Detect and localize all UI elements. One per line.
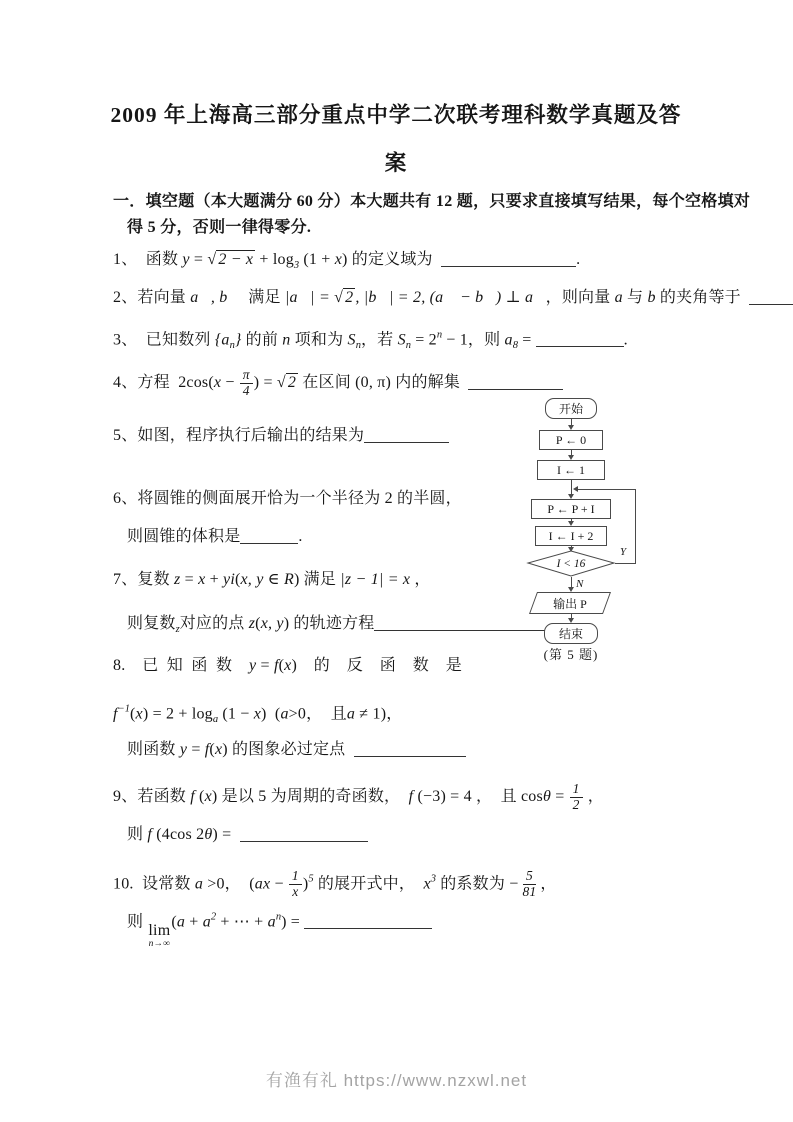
question-9-line-1 [113, 782, 604, 813]
text-fragment: ( [234, 571, 241, 588]
math-fragment: x [423, 875, 431, 893]
text-fragment: (1 − [218, 705, 254, 723]
math-subscript: z [175, 624, 180, 636]
text-fragment: ∈ [263, 571, 284, 588]
math-fragment: f [204, 741, 210, 758]
text-fragment: ，则向量 [545, 289, 615, 306]
text-fragment: + [205, 571, 224, 588]
text-fragment: = [551, 788, 569, 806]
math-fragment: x [135, 705, 143, 723]
text-fragment: 8. 已 知 函 数 [113, 657, 250, 674]
math-superscript: 3 [430, 874, 437, 885]
math-fragment: {a [214, 331, 230, 349]
flowchart-assign-p0-node: P ← 0 [539, 430, 603, 450]
flow-connector [571, 480, 572, 494]
text-fragment: ) = [281, 913, 305, 931]
text-fragment: ( [130, 705, 136, 723]
math-fragment: n [282, 331, 291, 349]
answer-blank [240, 839, 368, 842]
math-fragment: a⃗, b⃗ [190, 289, 240, 306]
math-fragment: S [397, 331, 406, 349]
math-fragment: S [347, 331, 356, 349]
math-fraction: $\frac{1}{2}$ [570, 782, 583, 813]
text-fragment: 则复数 [127, 615, 176, 632]
text-fragment: (−3) = 4 ， 且 cos [413, 788, 543, 806]
text-fragment: ) 是以 5 为周期的奇函数， [211, 788, 409, 806]
text-fragment: = [189, 251, 208, 268]
text-fragment: ( [209, 741, 215, 758]
math-fragment: ax [254, 875, 271, 893]
math-fragment: |a⃗| = [284, 289, 335, 306]
math-fragment: f [190, 788, 195, 806]
math-fragment: x [284, 657, 292, 674]
text-fragment: ， [540, 875, 557, 893]
math-fragment: x, y [240, 571, 264, 588]
text-fragment: ) 的轨迹方程 [283, 615, 375, 632]
flowchart-assign-ii2-node: I ← I + 2 [535, 526, 607, 546]
answer-blank [749, 302, 793, 305]
text-fragment: 3、 已知数列 [113, 331, 215, 349]
math-fragment: x [214, 741, 223, 758]
math-fragment: y [182, 251, 190, 268]
text-fragment: ， [583, 788, 604, 806]
question-1 [113, 248, 580, 278]
question-6-line-2 [127, 525, 303, 549]
math-subscript: n [355, 340, 361, 352]
text-fragment: ) = [212, 826, 240, 843]
math-sqrt: √ 2 − x [207, 251, 254, 268]
text-fragment: + [185, 913, 203, 931]
text-fragment: ( [255, 615, 261, 632]
text-fragment: ) [302, 875, 309, 893]
question-8-line-3 [127, 738, 466, 762]
text-fragment: − [221, 374, 239, 392]
answer-blank [536, 344, 624, 347]
flow-loop-connector [635, 489, 636, 563]
text-fragment: 在区间 (0, π) 内的解集 [298, 374, 469, 392]
text-fragment: 则 [127, 826, 148, 843]
text-fragment: − 1，则 [442, 331, 505, 349]
text-fragment: ) = 2 + log [142, 705, 213, 723]
question-9-line-2 [127, 823, 368, 847]
text-fragment: (4cos 2 [152, 826, 205, 843]
math-fragment: a [346, 705, 356, 723]
math-fragment: z [174, 571, 181, 588]
answer-blank [364, 440, 449, 443]
text-fragment: ( [278, 657, 285, 674]
text-fragment: 满足 [239, 289, 285, 306]
text-fragment: 7、复数 [113, 571, 175, 588]
text-fragment: 4、方程 2cos( [113, 374, 214, 392]
math-fragment: z [248, 615, 256, 632]
math-fragment: f [273, 657, 279, 674]
text-fragment: >0， 且 [288, 705, 347, 723]
flow-connector [571, 577, 572, 587]
text-fragment: ) 的 反 函 数 是 [291, 657, 462, 674]
math-fragment: a [504, 331, 513, 349]
text-fragment: ) 的图象必过定点 [222, 741, 354, 758]
text-fragment: = [518, 331, 536, 349]
math-fragment: yi [223, 571, 235, 588]
answer-blank [240, 541, 298, 544]
section-header-line-2: 得 5 分，否则一律得零分. [127, 219, 312, 236]
math-fragment: x [334, 251, 343, 268]
math-fraction: $\frac{1}{x}$ [289, 869, 302, 900]
math-fragment: a [176, 913, 186, 931]
answer-blank [354, 754, 466, 757]
page-title-line-2: 案 [384, 151, 408, 175]
text-fragment: ) 满足 [293, 571, 341, 588]
math-fragment: |z − 1| = x [340, 571, 411, 588]
text-fragment: 与 [622, 289, 648, 306]
math-fragment: θ [204, 826, 213, 843]
flowchart-assign-ppi-node: P ← P + I [531, 499, 611, 519]
section-header-line-1: 一．填空题（本大题满分 60 分）本大题共有 12 题，只要求直接填写结果，每个空格填对 [113, 193, 751, 210]
math-sqrt: √ 2 [334, 289, 354, 306]
text-fragment: + ⋯ + [216, 913, 268, 931]
question-7-line-1 [113, 568, 431, 592]
flowchart-end-node: 结束 [544, 623, 598, 644]
answer-blank [468, 387, 563, 390]
text-fragment: ，若 [360, 331, 398, 349]
text-fragment: . [623, 331, 628, 349]
question-8-line-2 [113, 698, 402, 733]
text-fragment: 10. 设常数 [113, 875, 195, 893]
math-fragment: y [179, 741, 188, 758]
flow-loop-connector [578, 489, 635, 490]
math-fragment: x, y [260, 615, 284, 632]
math-fragment: b [647, 289, 656, 306]
answer-blank [304, 926, 432, 929]
math-subscript: n [405, 340, 412, 352]
question-5 [113, 424, 449, 448]
math-subscript: 8 [512, 340, 518, 352]
math-superscript: 2 [210, 912, 217, 923]
math-fragment: x [198, 571, 206, 588]
question-7-line-2 [127, 612, 552, 642]
text-fragment: + log [255, 251, 294, 268]
math-limit: lim n→∞ [148, 922, 171, 950]
math-superscript: −1 [117, 704, 130, 715]
question-10-line-2 [127, 906, 432, 950]
math-fragment: a [614, 289, 623, 306]
math-fragment: x [253, 705, 261, 723]
text-fragment: 6、将圆锥的侧面展开恰为一个半径为 2 的半圆， [113, 490, 462, 507]
flowchart-q5 [501, 394, 671, 666]
math-fragment: x [204, 788, 212, 806]
math-superscript: 5 [308, 874, 314, 885]
flow-loop-connector [615, 563, 636, 564]
math-fragment: x [213, 374, 222, 392]
flowchart-assign-i1-node: I ← 1 [537, 460, 605, 480]
math-fraction: $\frac{\pi}{4}$ [240, 368, 253, 399]
text-fragment: 1、 函数 [113, 251, 183, 268]
text-fragment: . [576, 251, 581, 268]
text-fragment: 则函数 [127, 741, 180, 758]
flowchart-caption: (第 5 题) [543, 647, 599, 662]
flowchart-yes-label: Y [620, 546, 627, 558]
text-fragment: 对应的点 [179, 615, 249, 632]
question-3 [113, 324, 628, 359]
text-fragment: ， [410, 571, 431, 588]
math-sqrt: √ 2 [276, 374, 297, 392]
text-fragment: = [256, 657, 274, 674]
text-fragment: 9、若函数 [113, 788, 191, 806]
math-superscript: n [436, 330, 443, 341]
math-fragment: f [408, 788, 414, 806]
question-4 [113, 368, 563, 399]
text-fragment: ≠ 1)， [355, 705, 403, 723]
text-fragment: 的夹角等于 [655, 289, 750, 306]
text-fragment: 5、如图，程序执行后输出的结果为 [113, 427, 365, 444]
math-fragment: } [234, 331, 242, 349]
math-fragment: , |b⃗| = 2, (a⃗ − b⃗) ⊥ a⃗ [355, 289, 546, 306]
text-fragment: ( [171, 913, 177, 931]
page-title-line-1: 2009 年上海高三部分重点中学二次联考理科数学真题及答 [110, 103, 682, 127]
text-fragment: 的前 [241, 331, 283, 349]
question-8-line-1 [113, 654, 462, 678]
text-fragment: >0， ( [203, 875, 255, 893]
text-fragment: 则 [127, 913, 148, 931]
text-fragment: ) 的定义域为 [342, 251, 442, 268]
question-2 [113, 286, 793, 310]
math-fragment: a [280, 705, 289, 723]
flowchart-no-label: N [576, 578, 584, 590]
text-fragment: . [298, 528, 303, 545]
text-fragment: 项和为 [290, 331, 348, 349]
flowchart-start-node: 开始 [545, 398, 597, 419]
text-fragment: − [270, 875, 288, 893]
flowchart-decision-label: I < 16 [556, 557, 586, 570]
math-fraction: $\frac{5}{81}$ [522, 868, 537, 900]
text-fragment: (1 + [299, 251, 335, 268]
flowchart-output-label: 输出 P [553, 596, 587, 611]
text-fragment: 的系数为 − [436, 875, 519, 893]
math-fragment: f [113, 705, 118, 723]
text-fragment: 2、若向量 [113, 289, 191, 306]
math-subscript: a [212, 714, 219, 726]
math-fragment: y [249, 657, 257, 674]
text-fragment: 则圆锥的体积是 [127, 528, 241, 545]
answer-blank [441, 264, 576, 267]
question-10-line-1 [113, 868, 557, 900]
text-fragment: = 2 [411, 331, 437, 349]
math-fragment: a [267, 913, 276, 931]
math-fragment: f [147, 826, 153, 843]
math-subscript: 3 [293, 260, 300, 272]
text-fragment: ) = [253, 374, 277, 392]
text-fragment: = [187, 741, 205, 758]
text-fragment: ( [194, 788, 205, 806]
math-subscript: n [229, 340, 235, 352]
math-fragment: θ [542, 788, 551, 806]
math-fragment: a [194, 875, 204, 893]
math-fragment: a [202, 913, 211, 931]
question-6-line-1 [113, 487, 462, 511]
text-fragment: 的展开式中， [313, 875, 424, 893]
text-fragment: = [180, 571, 199, 588]
math-fragment: R [283, 571, 294, 588]
text-fragment: ) ( [261, 705, 281, 723]
math-superscript: n [275, 912, 282, 923]
footer-watermark: 有渔有礼 https://www.nzxwl.net [265, 1071, 528, 1090]
